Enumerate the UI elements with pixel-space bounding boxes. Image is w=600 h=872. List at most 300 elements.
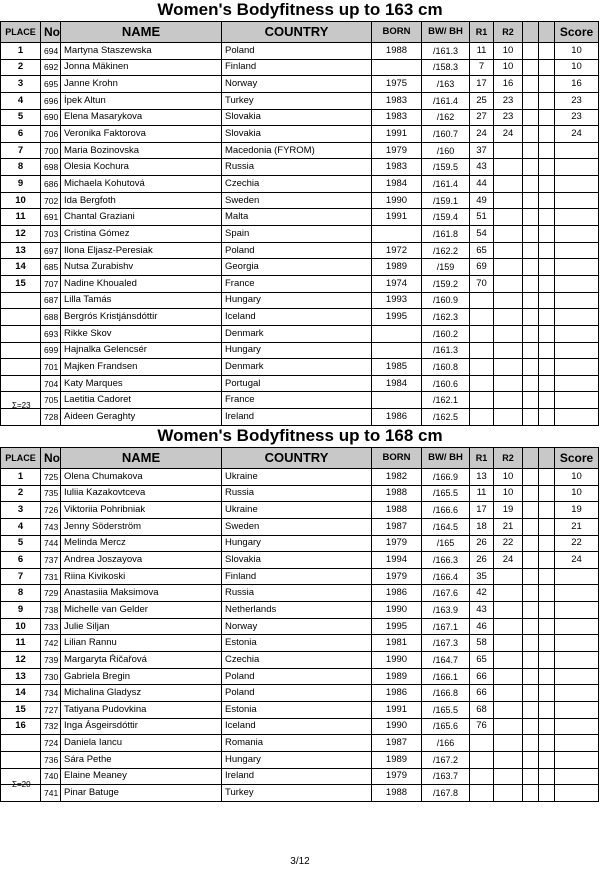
bw-bh-cell: /159.4	[422, 209, 470, 226]
blank-cell	[523, 159, 539, 176]
born-cell: 1995	[372, 618, 422, 635]
name-cell: İpek Altun	[61, 92, 222, 109]
table-row	[1, 469, 599, 486]
country-cell: Hungary	[222, 292, 372, 309]
blank-cell	[539, 718, 555, 735]
place-cell: 15	[1, 275, 41, 292]
place-cell	[1, 735, 41, 752]
number-cell: 698	[41, 159, 61, 176]
bw-bh-cell: /162.5	[422, 409, 470, 426]
score-cell	[555, 735, 599, 752]
header-bw-bh: BW/ BH	[422, 22, 470, 43]
score-cell: 22	[555, 535, 599, 552]
score-cell: 24	[555, 126, 599, 143]
name-cell: Iuliia Kazakovtceva	[61, 485, 222, 502]
r1-cell: 66	[470, 685, 494, 702]
table-row	[1, 485, 599, 502]
born-cell: 1995	[372, 309, 422, 326]
blank-cell	[539, 342, 555, 359]
blank-cell	[539, 392, 555, 409]
table-row	[1, 602, 599, 619]
table-row	[1, 568, 599, 585]
blank-cell	[523, 209, 539, 226]
bw-bh-cell: /165.5	[422, 701, 470, 718]
table-row	[1, 59, 599, 76]
name-cell: Chantal Graziani	[61, 209, 222, 226]
r1-cell	[470, 751, 494, 768]
blank-cell	[539, 768, 555, 785]
header-blank-1	[523, 22, 539, 43]
r1-cell: 37	[470, 142, 494, 159]
score-cell	[555, 635, 599, 652]
number-cell: 691	[41, 209, 61, 226]
place-cell: 2	[1, 485, 41, 502]
number-cell: 687	[41, 292, 61, 309]
r1-cell	[470, 409, 494, 426]
name-cell: Michaela Kohutová	[61, 176, 222, 193]
header-row	[1, 22, 599, 43]
country-cell: Poland	[222, 685, 372, 702]
bw-bh-cell: /162.3	[422, 309, 470, 326]
score-cell: 16	[555, 76, 599, 93]
number-cell: 699	[41, 342, 61, 359]
number-cell: 707	[41, 275, 61, 292]
country-cell: Sweden	[222, 192, 372, 209]
score-cell	[555, 668, 599, 685]
bw-bh-cell: /160	[422, 142, 470, 159]
born-cell: 1984	[372, 176, 422, 193]
score-cell	[555, 618, 599, 635]
header-born: BORN	[372, 22, 422, 43]
born-cell	[372, 325, 422, 342]
name-cell: Laetitia Cadoret	[61, 392, 222, 409]
r2-cell	[494, 292, 523, 309]
bw-bh-cell: /165.6	[422, 718, 470, 735]
table-row	[1, 309, 599, 326]
born-cell: 1988	[372, 485, 422, 502]
r2-cell: 24	[494, 126, 523, 143]
r1-cell: 76	[470, 718, 494, 735]
born-cell: 1972	[372, 242, 422, 259]
name-cell: Pinar Batuge	[61, 785, 222, 802]
blank-cell	[523, 176, 539, 193]
r1-cell: 68	[470, 701, 494, 718]
r2-cell	[494, 392, 523, 409]
born-cell: 1974	[372, 275, 422, 292]
blank-cell	[523, 568, 539, 585]
country-cell: Netherlands	[222, 602, 372, 619]
country-cell: Slovakia	[222, 552, 372, 569]
blank-cell	[539, 618, 555, 635]
blank-cell	[539, 192, 555, 209]
place-cell	[1, 359, 41, 376]
name-cell: Katy Marques	[61, 375, 222, 392]
place-cell: 11	[1, 209, 41, 226]
bw-bh-cell: /166.1	[422, 668, 470, 685]
r1-cell	[470, 735, 494, 752]
table-row	[1, 718, 599, 735]
table-row	[1, 392, 599, 409]
score-cell: 10	[555, 59, 599, 76]
country-cell: Czechia	[222, 652, 372, 669]
place-cell: 7	[1, 568, 41, 585]
place-cell: 10	[1, 192, 41, 209]
r2-cell	[494, 585, 523, 602]
country-cell: France	[222, 275, 372, 292]
place-cell: 5	[1, 535, 41, 552]
score-cell	[555, 359, 599, 376]
place-cell: 14	[1, 259, 41, 276]
name-cell: Martyna Staszewska	[61, 43, 222, 60]
blank-cell	[523, 718, 539, 735]
blank-cell	[523, 701, 539, 718]
r1-cell: 26	[470, 535, 494, 552]
blank-cell	[523, 359, 539, 376]
place-cell	[1, 409, 41, 426]
number-cell: 744	[41, 535, 61, 552]
score-cell	[555, 409, 599, 426]
blank-cell	[523, 469, 539, 486]
blank-cell	[523, 652, 539, 669]
name-cell: Andrea Joszayova	[61, 552, 222, 569]
table-row	[1, 275, 599, 292]
r2-cell	[494, 375, 523, 392]
bw-bh-cell: /166.9	[422, 469, 470, 486]
r1-cell: 42	[470, 585, 494, 602]
bw-bh-cell: /160.7	[422, 126, 470, 143]
number-cell: 736	[41, 751, 61, 768]
number-cell: 697	[41, 242, 61, 259]
country-cell: Spain	[222, 226, 372, 243]
r1-cell: 58	[470, 635, 494, 652]
blank-cell	[539, 92, 555, 109]
bw-bh-cell: /159.2	[422, 275, 470, 292]
r1-cell: 25	[470, 92, 494, 109]
number-cell: 739	[41, 652, 61, 669]
born-cell: 1991	[372, 126, 422, 143]
table-row	[1, 785, 599, 802]
bw-bh-cell: /166	[422, 735, 470, 752]
bw-bh-cell: /161.3	[422, 342, 470, 359]
r2-cell	[494, 359, 523, 376]
r1-cell	[470, 768, 494, 785]
name-cell: Anastasiia Maksimova	[61, 585, 222, 602]
r1-cell: 51	[470, 209, 494, 226]
number-cell: 700	[41, 142, 61, 159]
blank-cell	[539, 309, 555, 326]
born-cell: 1986	[372, 685, 422, 702]
number-cell: 731	[41, 568, 61, 585]
born-cell: 1984	[372, 375, 422, 392]
r2-cell	[494, 192, 523, 209]
name-cell: Julie Siljan	[61, 618, 222, 635]
blank-cell	[539, 76, 555, 93]
header-r1: R1	[470, 448, 494, 469]
r2-cell	[494, 226, 523, 243]
born-cell	[372, 226, 422, 243]
number-cell: 743	[41, 518, 61, 535]
born-cell: 1991	[372, 701, 422, 718]
country-cell: Hungary	[222, 751, 372, 768]
bw-bh-cell: /166.8	[422, 685, 470, 702]
name-cell: Ida Bergfoth	[61, 192, 222, 209]
place-cell: 9	[1, 176, 41, 193]
blank-cell	[539, 635, 555, 652]
country-cell: Estonia	[222, 635, 372, 652]
r2-cell: 23	[494, 109, 523, 126]
bw-bh-cell: /165.5	[422, 485, 470, 502]
number-cell: 703	[41, 226, 61, 243]
blank-cell	[523, 409, 539, 426]
born-cell: 1983	[372, 159, 422, 176]
blank-cell	[539, 292, 555, 309]
number-cell: 696	[41, 92, 61, 109]
place-cell: 7	[1, 142, 41, 159]
table-header	[1, 448, 599, 469]
score-cell	[555, 259, 599, 276]
born-cell: 1990	[372, 602, 422, 619]
place-cell: 5	[1, 109, 41, 126]
blank-cell	[539, 751, 555, 768]
r1-cell: 17	[470, 502, 494, 519]
number-cell: 694	[41, 43, 61, 60]
score-cell	[555, 768, 599, 785]
table-body	[1, 43, 599, 426]
name-cell: Nadine Khoualed	[61, 275, 222, 292]
header-place: PLACE	[1, 448, 41, 469]
bw-bh-cell: /165	[422, 535, 470, 552]
place-cell: 6	[1, 552, 41, 569]
blank-cell	[523, 768, 539, 785]
bw-bh-cell: /160.2	[422, 325, 470, 342]
blank-cell	[539, 652, 555, 669]
r2-cell	[494, 142, 523, 159]
name-cell: Olena Chumakova	[61, 469, 222, 486]
r2-cell	[494, 409, 523, 426]
born-cell: 1987	[372, 735, 422, 752]
r2-cell: 22	[494, 535, 523, 552]
blank-cell	[539, 535, 555, 552]
number-cell: 735	[41, 485, 61, 502]
bw-bh-cell: /161.4	[422, 92, 470, 109]
table-row	[1, 618, 599, 635]
name-cell: Hajnalka Gelencsér	[61, 342, 222, 359]
place-cell: 12	[1, 226, 41, 243]
score-cell: 10	[555, 43, 599, 60]
name-cell: Janne Krohn	[61, 76, 222, 93]
score-cell	[555, 176, 599, 193]
place-cell: 3	[1, 502, 41, 519]
header-name: NAME	[61, 22, 222, 43]
name-cell: Lilla Tamás	[61, 292, 222, 309]
score-cell	[555, 226, 599, 243]
score-cell	[555, 325, 599, 342]
blank-cell	[523, 292, 539, 309]
place-cell: 10	[1, 618, 41, 635]
bw-bh-cell: /167.2	[422, 751, 470, 768]
blank-cell	[539, 176, 555, 193]
place-cell: 4	[1, 518, 41, 535]
score-cell	[555, 568, 599, 585]
r1-cell	[470, 785, 494, 802]
table-row	[1, 552, 599, 569]
born-cell: 1988	[372, 502, 422, 519]
r1-cell: 65	[470, 652, 494, 669]
table-body	[1, 469, 599, 802]
bw-bh-cell: /166.6	[422, 502, 470, 519]
place-cell: 15	[1, 701, 41, 718]
score-cell	[555, 585, 599, 602]
competitor-count: Σ=23	[12, 401, 31, 410]
r1-cell	[470, 342, 494, 359]
score-cell	[555, 292, 599, 309]
country-cell: Ukraine	[222, 502, 372, 519]
score-cell: 21	[555, 518, 599, 535]
country-cell: Czechia	[222, 176, 372, 193]
place-cell: 2	[1, 59, 41, 76]
r2-cell: 10	[494, 43, 523, 60]
blank-cell	[523, 142, 539, 159]
country-cell: Slovakia	[222, 109, 372, 126]
r1-cell: 35	[470, 568, 494, 585]
r2-cell	[494, 242, 523, 259]
blank-cell	[539, 325, 555, 342]
place-cell: 16	[1, 718, 41, 735]
blank-cell	[523, 242, 539, 259]
table-row	[1, 242, 599, 259]
section-title-168: Women's Bodyfitness up to 168 cm	[157, 426, 443, 445]
blank-cell	[523, 485, 539, 502]
blank-cell	[539, 701, 555, 718]
blank-cell	[539, 552, 555, 569]
country-cell: Russia	[222, 159, 372, 176]
table-row	[1, 192, 599, 209]
r1-cell: 43	[470, 602, 494, 619]
number-cell: 692	[41, 59, 61, 76]
bw-bh-cell: /161.4	[422, 176, 470, 193]
score-cell	[555, 701, 599, 718]
place-cell	[1, 325, 41, 342]
number-cell: 737	[41, 552, 61, 569]
table-row	[1, 751, 599, 768]
blank-cell	[523, 685, 539, 702]
country-cell: France	[222, 392, 372, 409]
blank-cell	[523, 226, 539, 243]
country-cell: Denmark	[222, 359, 372, 376]
name-cell: Michelle van Gelder	[61, 602, 222, 619]
blank-cell	[539, 375, 555, 392]
r2-cell	[494, 159, 523, 176]
country-cell: Iceland	[222, 309, 372, 326]
r2-cell	[494, 342, 523, 359]
born-cell: 1989	[372, 259, 422, 276]
name-cell: Riina Kivikoski	[61, 568, 222, 585]
r2-cell	[494, 325, 523, 342]
place-cell: 9	[1, 602, 41, 619]
score-cell: 10	[555, 485, 599, 502]
header-r2: R2	[494, 448, 523, 469]
bw-bh-cell: /167.6	[422, 585, 470, 602]
number-cell: 732	[41, 718, 61, 735]
blank-cell	[539, 259, 555, 276]
born-cell: 1989	[372, 668, 422, 685]
score-cell: 23	[555, 92, 599, 109]
place-cell: 1	[1, 43, 41, 60]
blank-cell	[539, 275, 555, 292]
blank-cell	[539, 735, 555, 752]
blank-cell	[539, 359, 555, 376]
blank-cell	[539, 469, 555, 486]
blank-cell	[523, 751, 539, 768]
score-cell	[555, 275, 599, 292]
place-cell: 8	[1, 585, 41, 602]
born-cell	[372, 342, 422, 359]
place-cell: 14	[1, 685, 41, 702]
score-cell: 23	[555, 109, 599, 126]
born-cell: 1983	[372, 109, 422, 126]
bw-bh-cell: /162.2	[422, 242, 470, 259]
table-row	[1, 635, 599, 652]
country-cell: Iceland	[222, 718, 372, 735]
header-place: PLACE	[1, 22, 41, 43]
blank-cell	[523, 309, 539, 326]
name-cell: Jonna Mäkinen	[61, 59, 222, 76]
r1-cell: 70	[470, 275, 494, 292]
header-country: COUNTRY	[222, 448, 372, 469]
country-cell: Estonia	[222, 701, 372, 718]
country-cell: Turkey	[222, 785, 372, 802]
r2-cell	[494, 768, 523, 785]
r1-cell: 17	[470, 76, 494, 93]
born-cell	[372, 59, 422, 76]
header-r2: R2	[494, 22, 523, 43]
r2-cell: 21	[494, 518, 523, 535]
table-row	[1, 109, 599, 126]
born-cell: 1988	[372, 785, 422, 802]
r1-cell	[470, 392, 494, 409]
blank-cell	[523, 342, 539, 359]
bw-bh-cell: /167.1	[422, 618, 470, 635]
table-header	[1, 22, 599, 43]
blank-cell	[539, 685, 555, 702]
blank-cell	[523, 76, 539, 93]
name-cell: Margaryta Ŕičařová	[61, 652, 222, 669]
score-cell	[555, 142, 599, 159]
country-cell: Ireland	[222, 409, 372, 426]
place-cell	[1, 309, 41, 326]
name-cell: Majken Frandsen	[61, 359, 222, 376]
blank-cell	[523, 785, 539, 802]
born-cell: 1986	[372, 585, 422, 602]
blank-cell	[539, 126, 555, 143]
place-cell	[1, 292, 41, 309]
name-cell: Nutsa Zurabishv	[61, 259, 222, 276]
score-cell	[555, 685, 599, 702]
number-cell: 706	[41, 126, 61, 143]
r2-cell: 10	[494, 59, 523, 76]
name-cell: Lilian Rannu	[61, 635, 222, 652]
number-cell: 742	[41, 635, 61, 652]
r2-cell	[494, 602, 523, 619]
r2-cell	[494, 735, 523, 752]
r2-cell	[494, 718, 523, 735]
born-cell: 1994	[372, 552, 422, 569]
blank-cell	[539, 668, 555, 685]
name-cell: Maria Bozinovska	[61, 142, 222, 159]
r2-cell	[494, 668, 523, 685]
r2-cell	[494, 751, 523, 768]
born-cell: 1989	[372, 751, 422, 768]
